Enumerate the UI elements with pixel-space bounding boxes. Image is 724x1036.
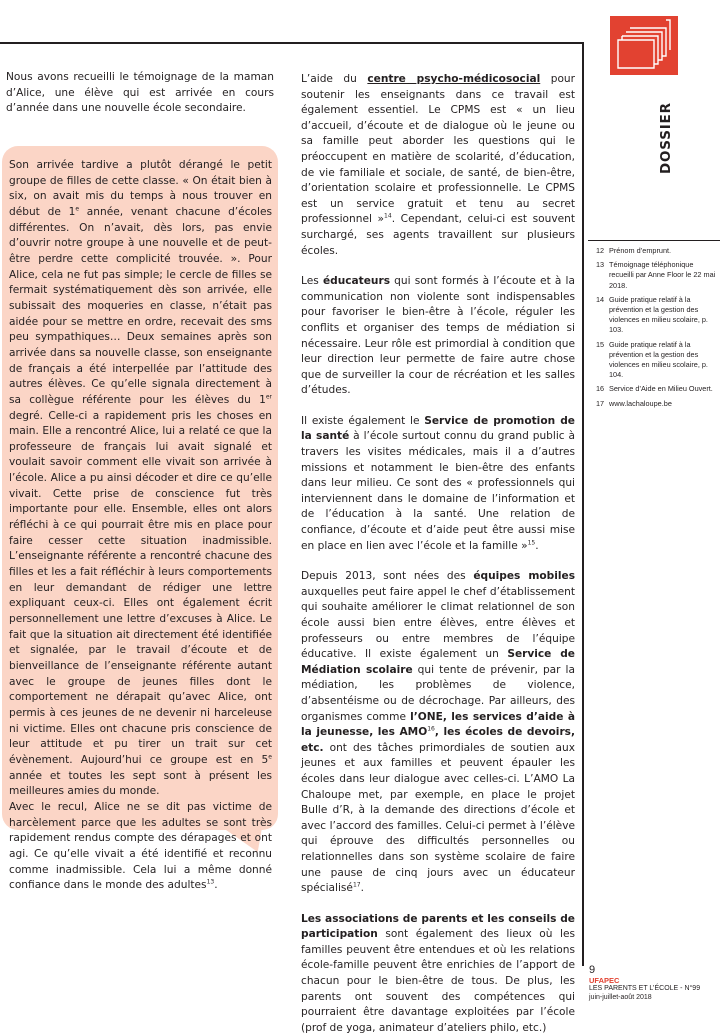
section-tab bbox=[610, 16, 678, 75]
top-rule bbox=[0, 42, 583, 44]
paragraph-promotion-sante: Il existe également le Service de promotion de la santé à l’école surtout connu du grand public à travers les visites médicales, mais il a d’autres missions et notamment le bien-être des enfants dans leur milieu. Ce sont des « professionnels qui interviennent dans le domaine de l’information et de l’éducation à la santé. Une relation de confiance, d’écoute et d’aide peut être aussi mise en place en lien avec l’école et la famille »$^{15}$. bbox=[301, 414, 575, 552]
footnote-link[interactable]: 17 www.lachaloupe.be bbox=[596, 398, 672, 408]
footnote: 16 Service d’Aide en Milieu Ouvert. bbox=[596, 384, 713, 394]
footnotes-rule bbox=[588, 240, 720, 241]
paragraph-educateurs: Les éducateurs qui sont formés à l’écoute et à la communication non violente sont indispensables pour favoriser le bien-être à l’école, réguler les conflits et organiser des temps de médiation si nécessaire. Leur rôle est primordial à condition que leur direction leur permette de faire autre chose que de surveiller la cour de récréation et les salles d’études. bbox=[301, 275, 575, 397]
intro-text: Nous avons recueilli le témoignage de la maman d’Alice, une élève qui est arrivée en cours d’année dans une nouvelle école secondaire. bbox=[6, 71, 274, 115]
page-number: 9 bbox=[589, 964, 596, 976]
testimony-paragraph-1: Son arrivée tardive a plutôt dérangé le petit groupe de filles de cette classe. « On était bien à six, on avait mis du temps à nous trouver en début de 1e année, venant chacune d’écoles différentes. On n’avait, dès lors, pas envie d’ouvrir notre groupe à une nouvelle et de peut-être perdre cette complicité trouvée. ». Pour Alice, cela ne fut pas simple; le cercle de filles se fermait systématiquement dès son arrivée, elle subissait des moqueries en classe, n’était pas aidée pour se mettre en ordre, recevait des sms peu sympathiques… Deux semaines après son arrivée dans sa nouvelle classe, son enseignante de français a été interpellée par l’attitude des autres élèves. Ce qu’elle signala directement à sa collègue référente pour les élèves du 1er degré. Celle-ci a rapidement pris les choses en main. Elle a rencontré Alice, lui a relaté ce que la professeure de français lui avait signalé et voulait savoir comment elle vivait son arrivée à l’école. Alice a pu ainsi décoder et dire ce qu’elle vivait. Cette prise de conscience fut très importante pour elle. Ensemble, elles ont alors réfléchi à ce qui pourrait être mis en place pour faire cesser cette situation inadmissible. L’enseignante référente a rencontré chacune des filles et les a fait réfléchir à leurs comportements en leur demandant de rédiger une lettre expliquant ceux-ci. Elles ont également écrit personnellement une lettre d’excuses à Alice. Le fait que la situation ait directement été identifiée et signalée, par le travail d’écoute et de bienveillance de l’enseignante référente autant avec le groupe de jeunes filles dont le comportement ne dérapait qu’avec Alice, ont permis à ces jeunes de ne devenir ni harceleuse ni victime. Elles ont chacune pris conscience de leur attitude et pu tirer un trait sur cet évènement. Aujourd’hui ce groupe est en 5e année et toutes les sept sont à présent les meilleures amies du monde. bbox=[9, 159, 272, 798]
column-divider bbox=[582, 42, 584, 966]
testimony-text bbox=[9, 158, 272, 894]
publication-title: LES PARENTS ET L’ÉCOLE - N°99 bbox=[589, 985, 701, 992]
section-label: DOSSIER bbox=[658, 102, 674, 174]
page-footer bbox=[589, 964, 714, 1002]
publisher-name: UFAPEC bbox=[589, 976, 620, 985]
footnote: 12 Prénom d’emprunt. bbox=[596, 246, 672, 255]
paragraph-cpms: L’aide du centre psycho-médicosocial pour soutenir les enseignants dans ce travail est également essentiel. Le CPMS est « un lieu d’accueil, d’écoute et de dialogue où le jeune ou sa famille peut aborder les questions qui le préoccupent en matière de scolarité, d’éducation, de vie familiale et sociale, de santé, de bien-être, d’orientation scolaire et professionnelle. Le CPMS est un service gratuit et tenu au secret professionnel »$^{14}$. Cependant, celui-ci est souvent surchargé, ses agents travaillent sur plusieurs écoles. bbox=[301, 73, 575, 257]
testimony-paragraph-2: Avec le recul, Alice ne se dit pas victime de harcèlement parce que les adultes se sont très rapidement rendus compte des dérapages et ont agi. Ce qu’elle vivait a été identifié et reconnu comme inadmissible. Cela lui a même donné confiance dans le monde des adultes$^{13}$. bbox=[9, 800, 272, 892]
footnote: 14 Guide pratique relatif à la prévention et la gestion des violences en milieu scolaire, p. 103. bbox=[596, 294, 708, 335]
paragraph-equipes-mobiles: Depuis 2013, sont nées des équipes mobiles auxquelles peut faire appel le chef d’établissement qui souhaite améliorer le climat relationnel de son école aussi bien entre élèves, entre élèves et professeurs ou entre membres de l’équipe éducative. Il existe également un Service de Médiation scolaire qui tente de prévenir, par la médiation, les problèmes de violence, d’absentéisme ou de décrochage. Par ailleurs, des organismes comme l’ONE, les services d’aide à la jeunesse, les AMO$^{16}$, les écoles de devoirs, etc. ont des tâches primordiales de soutien aux jeunes et aux familles et peuvent épauler les écoles dans leur dialogue avec celles-ci. L’AMO La Chaloupe met, par exemple, en place le projet Bulle d’R, à la demande des directions d’école et avec l’accord des familles. Celui-ci permet à l’élève qui éprouve des difficultés personnelles ou relationnelles dans son système scolaire de faire une pause de cinq jours avec un éducateur spécialisé$^{17}$. bbox=[301, 570, 576, 895]
footnote: 13 Témoignage téléphonique recueilli par Anne Floor le 22 mai 2018. bbox=[596, 260, 716, 290]
paragraph-associations-parents: Les associations de parents et les conseils de participation sont également des lieux où les familles peuvent être entendues et où les relations école-famille peuvent être enrichies de l’apport de chacun pour le bien-être de tous. De plus, les parents ont souvent des compétences qui pourraient être davantage exploitées par l’école (prof de yoga, animateur d’ateliers philo, etc.) bbox=[301, 912, 575, 1034]
main-column bbox=[301, 72, 575, 1036]
intro-paragraph bbox=[6, 70, 274, 117]
issue-date: juin-juillet-août 2018 bbox=[589, 993, 652, 1001]
footnotes bbox=[596, 246, 718, 413]
folder-icon bbox=[610, 16, 678, 75]
footnote: 15 Guide pratique relatif à la prévention et la gestion des violences en milieu scolaire, p. 104. bbox=[596, 339, 708, 380]
